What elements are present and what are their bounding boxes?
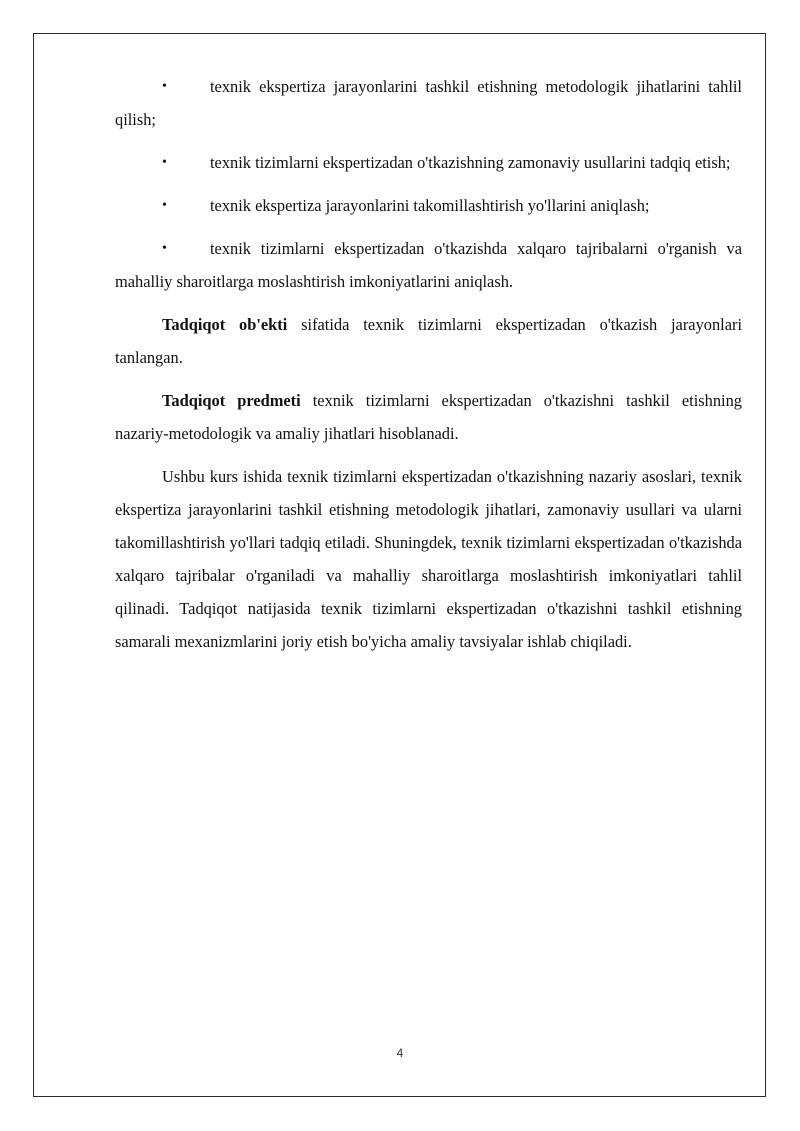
research-subject-paragraph bbox=[115, 384, 742, 450]
research-object-text: sifatida texnik tizimlarni ekspertizadan o'tkazish jarayonlari tanlangan. bbox=[115, 315, 742, 367]
bullet-text: texnik tizimlarni ekspertizadan o'tkazishda xalqaro tajribalarni o'rganish va mahalliy sharoitlarga moslashtirish imkoniyatlarini aniqlash. bbox=[115, 239, 742, 291]
document-body bbox=[115, 70, 742, 668]
bullet-dot: • bbox=[162, 155, 167, 170]
bullet-item-3 bbox=[115, 189, 742, 222]
bullet-dot: • bbox=[162, 79, 167, 94]
bullet-item-1 bbox=[115, 70, 742, 136]
page-number: 4 bbox=[396, 1046, 404, 1060]
research-object-term: Tadqiqot ob'ekti bbox=[162, 315, 288, 334]
bullet-dot: • bbox=[162, 198, 167, 213]
bullet-dot: • bbox=[162, 241, 167, 256]
summary-paragraph: Ushbu kurs ishida texnik tizimlarni ekspertizadan o'tkazishning nazariy asoslari, texnik ekspertiza jarayonlarini tashkil etishning metodologik jihatlari, zamonaviy usullari va ularni takomillashtirish yo'llari tadqiq etiladi. Shuningdek, texnik tizimlarni ekspertizadan o'tkazishda xalqaro tajribalar o'rganiladi va mahalliy sharoitlarga moslashtirish imkoniyatlari tahlil qilinadi. Tadqiqot natijasida texnik tizimlarni ekspertizadan o'tkazishni tashkil etishning samarali mexanizmlarini joriy etish bo'yicha amaliy tavsiyalar ishlab chiqiladi. bbox=[115, 467, 742, 651]
bullet-text: texnik ekspertiza jarayonlarini tashkil etishning metodologik jihatlarini tahlil qilish; bbox=[115, 77, 742, 129]
research-object-paragraph bbox=[115, 308, 742, 374]
research-subject-text: texnik tizimlarni ekspertizadan o'tkazishni tashkil etishning nazariy-metodologik va amaliy jihatlari hisoblanadi. bbox=[115, 391, 742, 443]
bullet-item-4 bbox=[115, 232, 742, 298]
bullet-text: texnik tizimlarni ekspertizadan o'tkazishning zamonaviy usullarini tadqiq etish; bbox=[210, 153, 731, 172]
bullet-text: texnik ekspertiza jarayonlarini takomillashtirish yo'llarini aniqlash; bbox=[210, 196, 650, 215]
bullet-item-2 bbox=[115, 146, 742, 179]
research-subject-term: Tadqiqot predmeti bbox=[162, 391, 301, 410]
